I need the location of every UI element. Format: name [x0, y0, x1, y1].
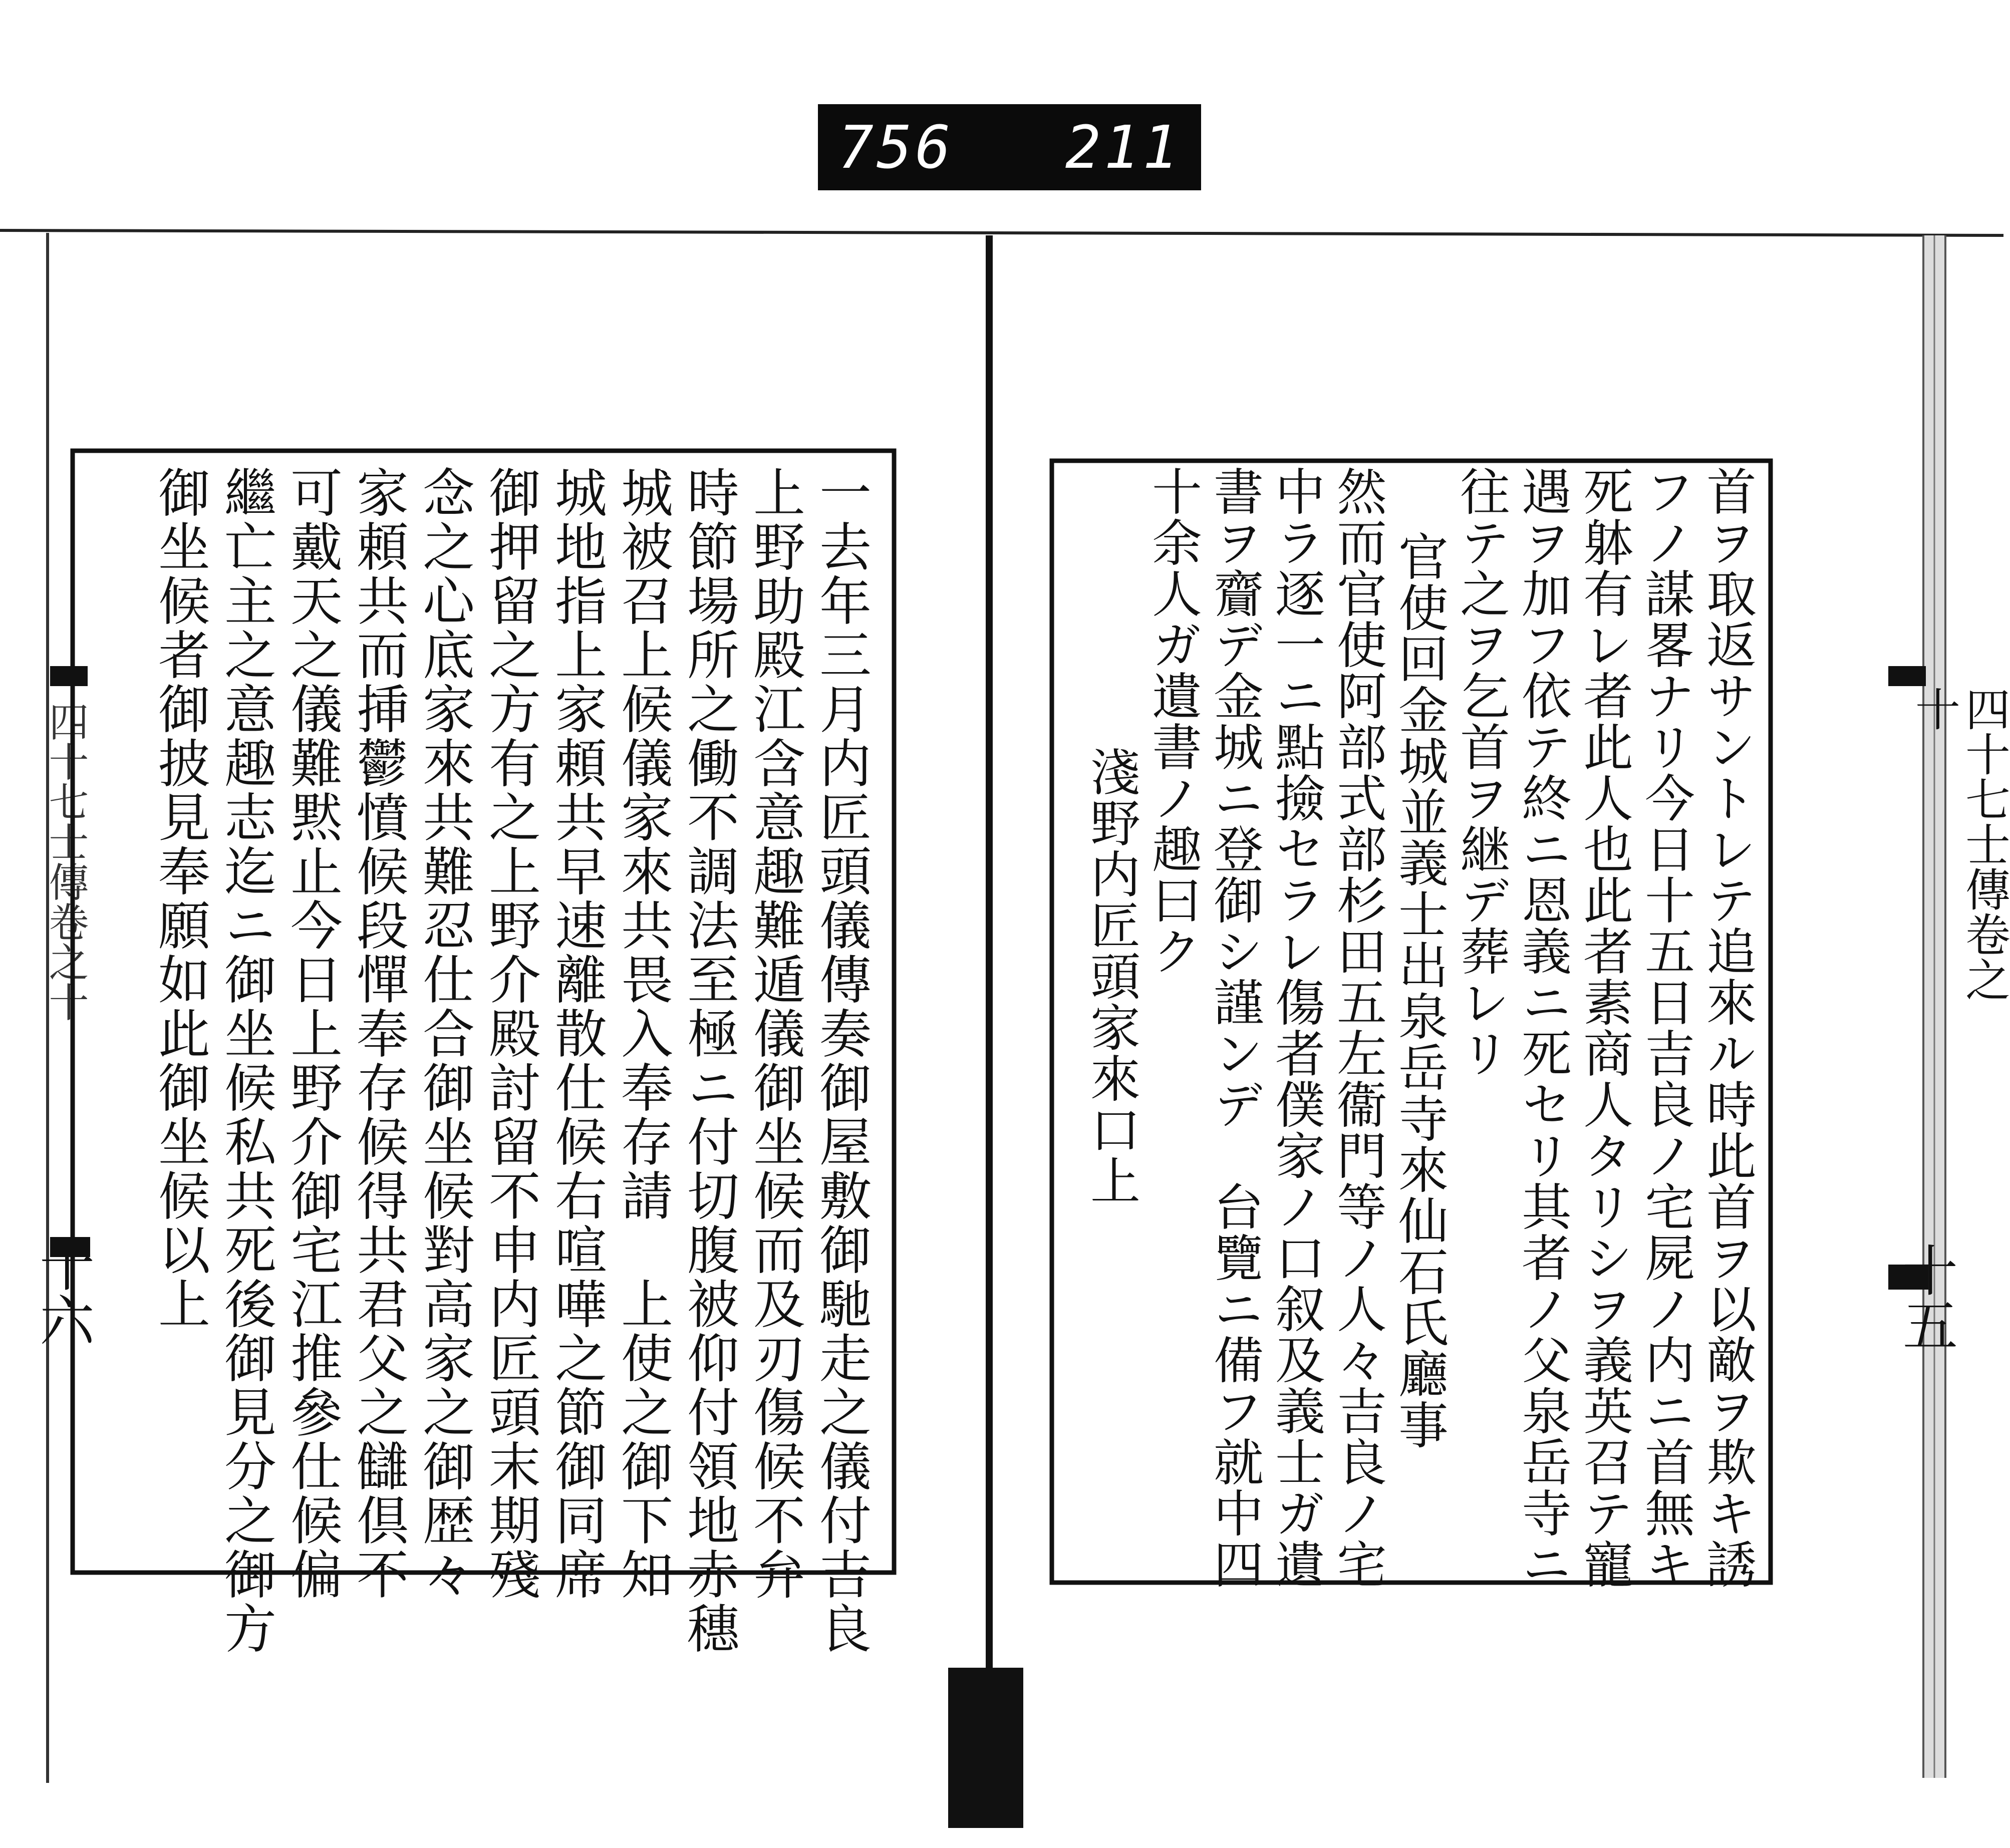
left-page-folio: 十六	[31, 1237, 95, 1347]
archive-label	[818, 104, 1201, 190]
text-column: 十余人ガ遺書ノ趣曰ク	[1143, 466, 1202, 977]
right-page-folio: 十五	[1894, 1242, 1958, 1352]
text-column: 上野助殿江含意趣難遁儀御坐候而及刃傷候不弁	[744, 466, 805, 1602]
text-column: 繼亡主之意趣志迄ニ御坐候私共死後御見分之御方	[215, 466, 276, 1656]
text-column: 御押留之方有之上野介殿討留不申内匠頭末期殘	[480, 466, 541, 1602]
right-page-margin-title: 四十七士傳卷之十	[1907, 686, 2010, 1002]
text-column: 一去年三月内匠頭儀傳奏御屋敷御馳走之儀付吉良	[810, 466, 872, 1656]
book-top-edge	[0, 230, 2003, 235]
right-margin-mark-top	[1888, 666, 1926, 686]
text-column: 中ラ逐一ニ點撿セラレ傷者僕家ノ口叙及義士ガ遺	[1267, 466, 1325, 1590]
right-page-text-block	[1067, 466, 1758, 1590]
text-column: 御坐候者御披見奉願如此御坐候以上	[149, 466, 210, 1331]
text-column: 念之心底家來共難忍仕合御坐候對高家之御歴々	[414, 466, 475, 1602]
text-column: 首ヲ取返サントレテ追來ル時此首ヲ以敵ヲ欺キ誘	[1698, 466, 1757, 1590]
left-page-margin-title: 四十七士傳卷之十	[42, 701, 89, 1022]
text-column: 遇ヲ加フ依テ終ニ恩義ニ死セリ其者ノ父泉岳寺ニ	[1513, 466, 1572, 1590]
gutter-binding-block	[948, 1668, 1023, 1828]
text-column: 家頼共而挿鬱憤候段憚奉存候得共君父之讎倶不	[348, 466, 409, 1602]
left-page-text-block	[88, 466, 874, 1656]
left-margin-mark-top	[50, 666, 88, 686]
gutter-line	[986, 235, 993, 1693]
text-column: 死躰有レ者此人也此者素商人タリシヲ義英召テ寵	[1575, 466, 1633, 1590]
text-column: 書ヲ齎デ金城ニ登御シ謹ンデ 台覽ニ備フ就中四	[1205, 466, 1264, 1590]
text-column: 淺野内匠頭家來口上	[1082, 746, 1140, 1206]
archive-label-right-number: 211	[1065, 113, 1181, 182]
text-column: 可戴天之儀難黙止今日上野介御宅江推參仕候偏	[281, 466, 343, 1602]
text-column: 官使回金城並義士出泉岳寺來仙石氏廳事	[1390, 531, 1449, 1450]
archive-label-left-number: 756	[838, 113, 954, 182]
text-column: 往テ之ヲ乞首ヲ継デ葬レリ	[1452, 466, 1510, 1079]
text-column: 城地指上家頼共早速離散仕候右喧嘩之節御同席	[546, 466, 607, 1602]
text-column: 時節場所之働不調法至極ニ付切腹被仰付領地赤穗	[678, 466, 739, 1656]
text-column: 城被召上候儀家來共畏入奉存請 上使之御下知	[612, 466, 673, 1602]
text-column: フノ謀畧ナリ今日十五日吉良ノ宅屍ノ内ニ首無キ	[1636, 466, 1695, 1590]
text-column: 然而官使阿部式部杉田五左衞門等ノ人々吉良ノ宅	[1328, 466, 1387, 1590]
